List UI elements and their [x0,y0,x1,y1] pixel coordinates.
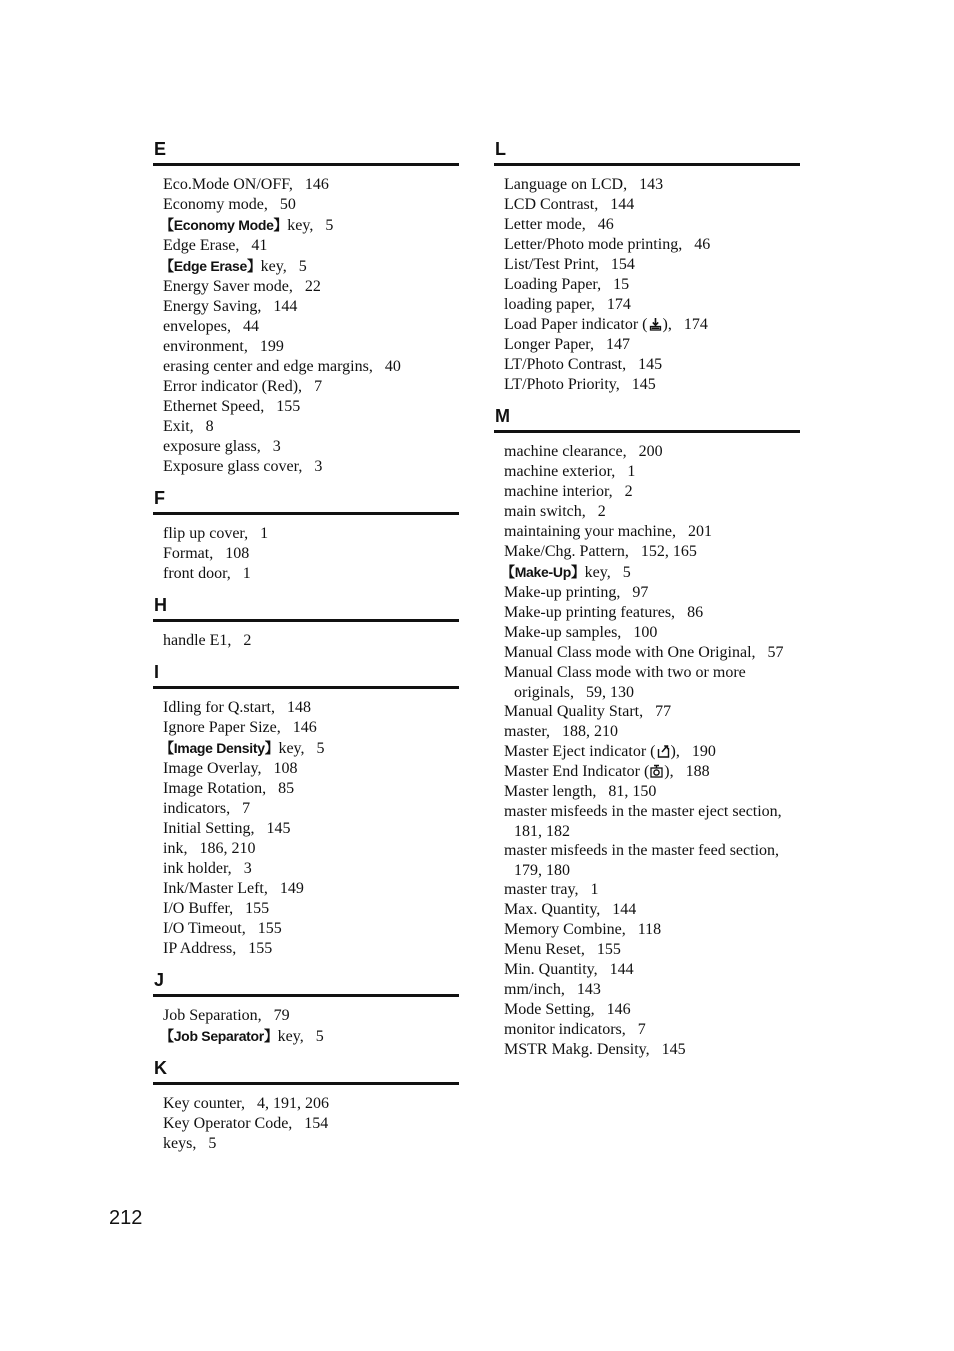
entry-pages: 145 [266,820,291,837]
entry-pages: 145 [661,1041,686,1058]
entry-term: master misfeeds in the master feed section, [504,842,780,859]
entry-term: Image Overlay, [163,760,262,777]
entry-term: master misfeeds in the master eject section, [504,803,782,820]
index-entry [163,631,459,651]
entry-list [153,524,459,584]
entry-term: handle E1, [163,632,232,649]
entry-pages: 41 [251,237,268,254]
entry-pages: 188 [685,763,710,780]
index-section-i [153,661,459,959]
index-entry [504,980,800,1000]
index-entry [504,335,800,355]
index-entry [504,762,800,782]
entry-term: indicators, [163,800,231,817]
entry-term: Economy mode, [163,196,268,213]
entry-pages: 7 [637,1021,646,1038]
entry-pages: 108 [225,545,250,562]
entry-term: Key counter, [163,1095,245,1112]
entry-term: List/Test Print, [504,256,599,273]
entry-term: Max. Quantity, [504,901,601,918]
index-entry [163,799,459,819]
entry-list [153,1094,459,1154]
index-entry [504,482,800,502]
entry-term: Edge Erase, [163,237,240,254]
index-entry [504,275,800,295]
index-section-h [153,594,459,651]
entry-term: erasing center and edge margins, [163,358,373,375]
entry-pages: 152, 165 [640,543,697,560]
index-entry [163,357,459,377]
key-name: 【Image Density】 [160,740,279,756]
index-entry [163,457,459,477]
index-entry [504,235,800,255]
entry-term: Initial Setting, [163,820,255,837]
entry-pages: 147 [606,336,630,353]
entry-term: Job Separation, [163,1007,262,1024]
entry-pages: 108 [273,760,298,777]
index-entry [163,397,459,417]
entry-term: Loading Paper, [504,276,602,293]
entry-list [494,442,800,1060]
entry-pages: 50 [279,196,296,213]
entry-pages: 174 [606,296,631,313]
entry-pages: 97 [632,584,649,601]
index-entry [163,859,459,879]
entry-pages: 2 [243,632,252,649]
key-name: 【Economy Mode】 [160,217,288,233]
entry-term: monitor indicators, [504,1021,626,1038]
index-entry [504,1000,800,1020]
entry-term: Letter/Photo mode printing, [504,236,683,253]
index-entry [504,442,800,462]
entry-term: Make/Chg. Pattern, [504,543,629,560]
entry-pages: 179, 180 [514,861,570,879]
entry-term: Master Eject indicator ( [504,743,656,760]
index-entry [163,317,459,337]
entry-term: environment, [163,338,248,355]
entry-term: Make-up printing, [504,584,621,601]
entry-pages: 100 [633,624,658,641]
entry-term: Manual Class mode with One Original, [504,644,756,661]
entry-pages: 22 [304,278,321,295]
index-entry [163,544,459,564]
entry-term: Idling for Q.start, [163,699,275,716]
index-entry [504,215,800,235]
entry-pages: 155 [276,398,301,415]
index-entry [504,295,800,315]
section-divider [153,686,459,689]
entry-pages: 15 [613,276,630,293]
entry-pages: 8 [205,418,214,435]
entry-pages: 190 [691,743,716,760]
entry-pages: 2 [624,483,633,500]
index-entry [504,841,800,880]
entry-pages: 5 [298,258,307,275]
index-entry [160,738,459,759]
index-entry [163,377,459,397]
index-entry [504,802,800,841]
entry-pages: 5 [315,1028,324,1045]
index-entry [163,899,459,919]
entry-term: Manual Quality Start, [504,703,644,720]
index-entry [504,663,800,702]
index-entry [163,1094,459,1114]
index-column-right [494,138,800,1070]
index-entry [163,698,459,718]
entry-term: machine clearance, [504,443,627,460]
entry-term: master, [504,723,551,740]
index-entry [163,1134,459,1154]
index-entry [504,255,800,275]
index-entry [163,417,459,437]
index-entry [504,583,800,603]
entry-term: Memory Combine, [504,921,626,938]
index-entry [163,337,459,357]
entry-term: Key Operator Code, [163,1115,293,1132]
entry-pages: 149 [279,880,304,897]
entry-pages: 44 [242,318,259,335]
entry-term: Ignore Paper Size, [163,719,281,736]
section-divider [153,512,459,515]
index-entry [504,375,800,395]
index-entry [163,1006,459,1026]
entry-term-close: ), [664,763,674,780]
index-entry [504,702,800,722]
section-letter: M [495,406,510,426]
section-letter: L [495,139,506,159]
entry-pages: 148 [286,699,311,716]
index-entry [163,437,459,457]
entry-term: master tray, [504,881,579,898]
index-entry [504,462,800,482]
index-entry [504,315,800,335]
index-entry [163,564,459,584]
entry-list [153,1006,459,1047]
entry-term: Format, [163,545,214,562]
entry-pages: 146 [606,1001,631,1018]
key-name: 【Make-Up】 [501,564,585,580]
entry-term: Make-up samples, [504,624,622,641]
section-letter: F [154,488,165,508]
entry-pages: 143 [576,981,601,998]
index-section-j [153,969,459,1047]
entry-term: machine interior, [504,483,613,500]
entry-term: Image Rotation, [163,780,267,797]
entry-pages: 186, 210 [199,840,256,857]
entry-list [153,175,459,477]
index-section-k [153,1057,459,1154]
section-letter: I [154,662,160,682]
index-entry [163,879,459,899]
entry-list [494,175,800,395]
entry-pages: 200 [638,443,663,460]
index-entry [504,603,800,623]
entry-pages: 144 [610,196,635,213]
entry-pages: 1 [627,463,636,480]
index-entry [504,175,800,195]
section-divider [494,430,800,433]
entry-pages: 145 [631,376,656,393]
section-divider [153,1082,459,1085]
entry-term: Energy Saving, [163,298,262,315]
index-entry [160,1026,459,1047]
entry-pages: 7 [314,378,323,395]
entry-pages: 79 [273,1007,290,1024]
index-column-left [153,138,459,1164]
index-entry [160,256,459,277]
entry-term: Mode Setting, [504,1001,595,1018]
entry-pages: 7 [242,800,251,817]
entry-term: flip up cover, [163,525,249,542]
section-letter: K [154,1058,167,1078]
index-entry [504,502,800,522]
entry-pages: 1 [590,881,599,898]
index-entry [504,1040,800,1060]
entry-pages: 188, 210 [562,723,619,740]
index-entry [163,175,459,195]
entry-term: Manual Class mode with two or more originals, [504,664,746,701]
entry-term: Ethernet Speed, [163,398,265,415]
entry-pages: 4, 191, 206 [257,1095,329,1112]
entry-term: IP Address, [163,940,237,957]
entry-term: envelopes, [163,318,231,335]
index-entry [501,562,800,583]
index-section-m [494,405,800,1060]
entry-term: Ink/Master Left, [163,880,268,897]
index-entry [504,742,800,762]
entry-term: Menu Reset, [504,941,585,958]
entry-term: LCD Contrast, [504,196,599,213]
index-entry [504,195,800,215]
entry-pages: 155 [248,940,273,957]
index-section-l [494,138,800,395]
entry-term: machine exterior, [504,463,616,480]
entry-term: Language on LCD, [504,176,628,193]
index-entry [163,524,459,544]
index-entry [163,297,459,317]
key-name: 【Edge Erase】 [160,258,261,274]
entry-pages: 144 [609,961,634,978]
entry-term: Make-up printing features, [504,604,676,621]
index-entry [163,819,459,839]
entry-term: Load Paper indicator ( [504,316,648,333]
section-divider [153,619,459,622]
entry-pages: 181, 182 [514,822,570,840]
entry-pages: 144 [612,901,637,918]
entry-term: Master End Indicator ( [504,763,650,780]
entry-term: MSTR Makg. Density, [504,1041,650,1058]
entry-list [153,698,459,959]
master-eject-icon [657,744,670,758]
index-entry [504,880,800,900]
entry-term: LT/Photo Priority, [504,376,620,393]
entry-pages: 5 [316,740,325,757]
entry-pages: 201 [687,523,712,540]
index-entry [504,355,800,375]
entry-pages: 46 [694,236,711,253]
entry-term: key, [260,258,287,275]
index-entry [504,782,800,802]
index-entry [163,839,459,859]
entry-list [153,631,459,651]
entry-term: Eco.Mode ON/OFF, [163,176,293,193]
entry-pages: 57 [767,644,784,661]
entry-pages: 155 [596,941,621,958]
entry-term: key, [287,217,314,234]
entry-term: Letter mode, [504,216,586,233]
entry-pages: 146 [304,176,329,193]
entry-term: Exit, [163,418,194,435]
entry-pages: 199 [259,338,284,355]
index-entry [504,522,800,542]
entry-term: key, [584,564,611,581]
index-entry [504,900,800,920]
entry-pages: 145 [638,356,663,373]
entry-pages: 3 [272,438,281,455]
entry-term: loading paper, [504,296,595,313]
index-entry [504,643,800,663]
entry-pages: 5 [622,564,631,581]
entry-term: main switch, [504,503,586,520]
entry-pages: 154 [610,256,635,273]
entry-pages: 59, 130 [586,683,634,701]
entry-term: key, [278,740,305,757]
entry-pages: 86 [687,604,704,621]
entry-term: Energy Saver mode, [163,278,293,295]
entry-term: I/O Timeout, [163,920,246,937]
entry-pages: 85 [278,780,295,797]
entry-pages: 155 [245,900,270,917]
index-entry [163,1114,459,1134]
index-entry [504,960,800,980]
entry-term: I/O Buffer, [163,900,234,917]
index-entry [504,940,800,960]
section-divider [153,994,459,997]
index-entry [163,759,459,779]
entry-term: Longer Paper, [504,336,594,353]
entry-pages: 3 [314,458,323,475]
load-paper-icon [649,317,662,331]
entry-term: key, [277,1028,304,1045]
entry-pages: 143 [639,176,664,193]
section-letter: J [154,970,165,990]
entry-term: ink holder, [163,860,232,877]
index-entry [504,542,800,562]
entry-pages: 46 [597,216,614,233]
index-entry [504,920,800,940]
section-divider [494,163,800,166]
entry-pages: 5 [325,217,334,234]
entry-term: mm/inch, [504,981,565,998]
section-letter: H [154,595,167,615]
section-letter: E [154,139,167,159]
index-entry [163,277,459,297]
entry-term: maintaining your machine, [504,523,676,540]
entry-term: Error indicator (Red), [163,378,303,395]
entry-term: exposure glass, [163,438,261,455]
entry-term: keys, [163,1135,197,1152]
index-entry [163,718,459,738]
index-entry [504,722,800,742]
index-entry [163,939,459,959]
entry-pages: 118 [637,921,662,938]
index-entry [163,236,459,256]
entry-pages: 5 [208,1135,217,1152]
index-entry [504,623,800,643]
index-section-f [153,487,459,584]
entry-pages: 146 [292,719,317,736]
entry-pages: 144 [273,298,298,315]
page-number: 212 [109,1207,143,1229]
entry-term: Min. Quantity, [504,961,598,978]
entry-term: Master length, [504,783,597,800]
index-entry [163,779,459,799]
entry-term: front door, [163,565,231,582]
entry-term-close: ), [662,316,672,333]
index-entry [160,215,459,236]
index-entry [504,1020,800,1040]
entry-pages: 40 [384,358,401,375]
section-divider [153,163,459,166]
entry-pages: 3 [243,860,252,877]
index-section-e [153,138,459,477]
entry-pages: 155 [257,920,282,937]
master-end-icon [650,764,663,778]
entry-pages: 154 [304,1115,329,1132]
entry-pages: 81, 150 [608,783,657,800]
entry-pages: 1 [260,525,269,542]
index-entry [163,195,459,215]
key-name: 【Job Separator】 [160,1028,278,1044]
index-entry [163,919,459,939]
entry-term: LT/Photo Contrast, [504,356,627,373]
entry-term: ink, [163,840,188,857]
entry-term-close: ), [670,743,680,760]
entry-pages: 174 [683,316,708,333]
entry-pages: 2 [597,503,606,520]
entry-term: Exposure glass cover, [163,458,303,475]
entry-pages: 1 [242,565,251,582]
entry-pages: 77 [655,703,672,720]
